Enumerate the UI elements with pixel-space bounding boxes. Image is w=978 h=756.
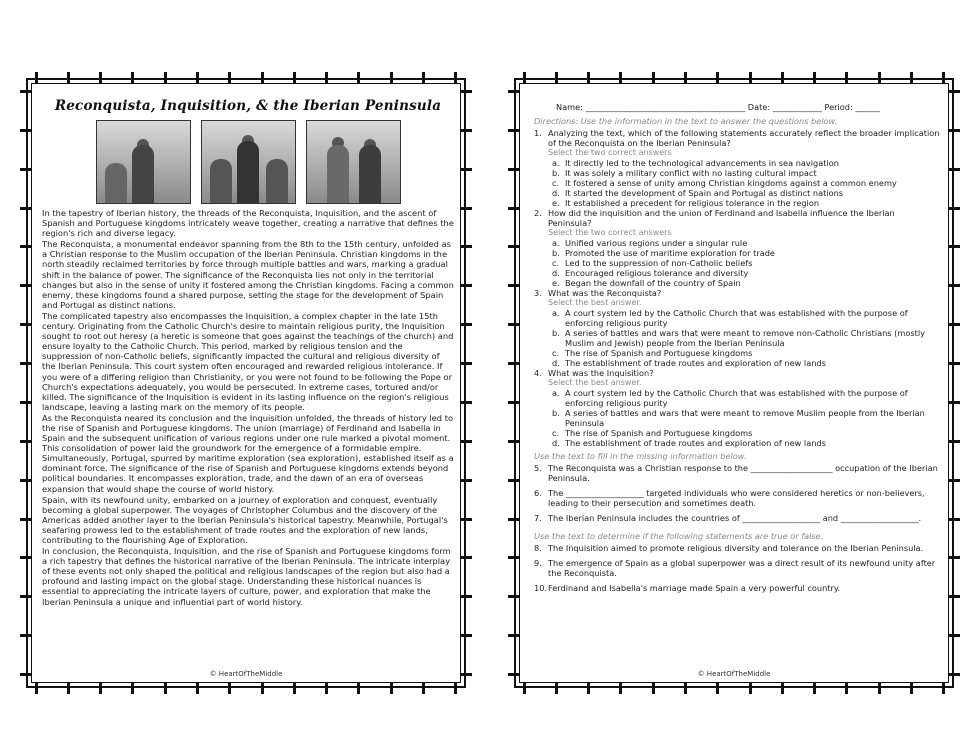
question-1-option-e[interactable]: e. It established a precedent for religious tolerance in the region	[552, 198, 820, 208]
paragraph-kingdoms: As the Reconquista neared its conclusion and the Inquisition unfolded, the threads of history led to the rise of Spanish and Portuguese kingdoms. The union (marriage) of Ferdinand and Isabella in Spain and the subsequent unification of various regions under one rule marked a pivotal moment. This consolidation of power laid the groundwork for the emergence of a formidable empire. Simultaneously, Portugal, spurred by maritime exploration (sea exploration), established itself as a dominant force. The significance of the rise of Spanish and Portuguese kingdoms extends beyond political boundaries. It encompasses exploration, trade, and the dawn of an era of overseas expansion that would shape the course of world history.	[42, 412, 454, 494]
inquisition-figures-image	[201, 120, 296, 204]
directions-answer: Directions: Use the information in the text to answer the questions below.	[534, 116, 838, 126]
crusader-knight-image	[96, 120, 191, 204]
border-ticks-left	[20, 72, 32, 694]
directions-fill-in: Use the text to fill in the missing information below.	[534, 451, 747, 461]
question-3-option-d[interactable]: d. The establishment of trade routes and exploration of new lands	[552, 358, 826, 368]
question-1-option-c[interactable]: c. It fostered a sense of unity among Christian kingdoms against a common enemy	[552, 178, 897, 188]
question-10[interactable]: 10. Ferdinand and Isabella's marriage made Spain a very powerful country.	[534, 583, 841, 593]
border-ticks-bottom	[20, 682, 472, 694]
question-6[interactable]: 6. The ___________________ targeted individuals who were considered heretics or non-believers, leading to their persecution and sometimes death.	[534, 488, 925, 508]
question-3: 3. What was the Reconquista?	[534, 288, 662, 298]
question-4-option-c[interactable]: c. The rise of Spanish and Portuguese kingdoms	[552, 428, 753, 438]
reading-page	[20, 72, 472, 694]
border-ticks-right	[948, 72, 960, 694]
question-7[interactable]: 7. The Iberian Peninsula includes the countries of ___________________ and ___________________.	[534, 513, 922, 523]
illustrations	[42, 120, 454, 204]
question-4-hint: Select the best answer.	[548, 378, 642, 387]
paragraph-exploration: Spain, with its newfound unity, embarked on a journey of exploration and conquest, eventually becoming a global superpower. The voyages of Christopher Columbus and the discovery of the Americas added another layer to the Iberian Peninsula's historical tapestry. Meanwhile, Portugal's seafaring prowess led to the establishment of trade routes and the exploration of new lands, contributing to the flourishing Age of Exploration.	[42, 494, 448, 545]
question-2: 2. How did the inquisition and the union of Ferdinand and Isabella influence the Iberian Peninsula?	[534, 208, 895, 228]
question-1-option-d[interactable]: d. It started the development of Spain and Portugal as distinct nations	[552, 188, 844, 198]
border-ticks-top	[508, 72, 960, 84]
copyright-footer: © HeartOfTheMiddle	[697, 670, 771, 678]
royal-couple-image	[306, 120, 401, 204]
question-1: 1. Analyzing the text, which of the following statements accurately reflect the broader implication of the Reconquista on the Iberian Peninsula?	[534, 128, 940, 148]
border-ticks-left	[508, 72, 520, 694]
paragraph-reconquista: The Reconquista, a monumental endeavor spanning from the 8th to the 15th century, unfolded as a Christian response to the Muslim occupation of the Iberian Peninsula. Christian kingdoms in the north steadily reclaimed territories by force through multiple battles and wars, marking a gradual shift in the balance of power. The significance of the Reconquista lies not only in the territorial changes but also in the sense of unity it fostered among the Christian kingdoms. Facing a common enemy, these kingdoms found a shared purpose, setting the stage for the development of Spain and Portugal as distinct nations.	[42, 239, 454, 310]
question-3-hint: Select the best answer.	[548, 298, 642, 307]
question-4: 4. What was the Inquisition?	[534, 368, 654, 378]
question-8[interactable]: 8. The Inquisition aimed to promote religious diversity and tolerance on the Iberian Peninsula.	[534, 543, 924, 553]
question-1-hint: Select the two correct answers	[548, 148, 672, 157]
paragraph-conclusion: In conclusion, the Reconquista, Inquisition, and the rise of Spanish and Portuguese kingdoms form a rich tapestry that defines the historical narrative of the Iberian Peninsula. The intricate interplay of these events not only shaped the political and religious landscapes of the region but also had a profound and lasting impact on the global stage. Understanding these historical nuances is essential to appreciating the intricate layers of culture, power, and exploration that make the Iberian Peninsula a unique and influential part of world history.	[42, 546, 451, 607]
question-2-option-b[interactable]: b. Promoted the use of maritime exploration for trade	[552, 248, 775, 258]
question-2-option-d[interactable]: d. Encouraged religious tolerance and diversity	[552, 268, 749, 278]
border-ticks-top	[20, 72, 472, 84]
border-ticks-bottom	[508, 682, 960, 694]
question-2-option-c[interactable]: c. Led to the suppression of non-Catholic beliefs	[552, 258, 753, 268]
question-4-option-b[interactable]: b. A series of battles and wars that were meant to remove Muslim people from the Iberian Peninsula	[552, 408, 925, 428]
question-3-option-b[interactable]: b. A series of battles and wars that were meant to remove non-Catholic Christians (mostly Muslim and Jewish) people from the Iberian Peninsula	[552, 328, 925, 348]
question-4-option-d[interactable]: d. The establishment of trade routes and exploration of new lands	[552, 438, 826, 448]
paragraph-inquisition: The complicated tapestry also encompasses the Inquisition, a complex chapter in the late 15th century. Originating from the Catholic Church's desire to maintain religious purity, the Inquisition sought to root out heresy (a heretic is someone that goes against the teachings of the church) and ensure loyalty to the Catholic Church. This period, marked by religious tension and the suppression of non-Catholic beliefs, significantly impacted the cultural and religious diversity of the Iberian Peninsula. This court system often encouraged and rewarded religious intolerance. If you were of a differing religion than Christianity, or you were not found to be following the Pope or Church's expectations adequately, you would be persecuted. In extreme cases, tortured and/or killed. The significance of the Inquisition is evident in its lasting influence on the region's religious landscape, leaving a lasting mark on the memory of its people.	[42, 310, 454, 412]
name-date-period-line: Name: _______________________________________ Date: ____________ Period: ______	[556, 102, 880, 112]
question-3-option-a[interactable]: a. A court system led by the Catholic Church that was established with the purpose of enforcing religious purity	[552, 308, 908, 328]
copyright-footer: © HeartOfTheMiddle	[209, 670, 283, 678]
questions-page	[508, 72, 960, 694]
question-1-option-a[interactable]: a. It directly led to the technological advancements in sea navigation	[552, 158, 839, 168]
question-2-option-a[interactable]: a. Unified various regions under a singular rule	[552, 238, 748, 248]
question-1-option-b[interactable]: b. It was solely a military conflict with no lasting cultural impact	[552, 168, 817, 178]
paragraph-intro: In the tapestry of Iberian history, the threads of the Reconquista, Inquisition, and the ascent of Spanish and Portuguese kingdoms intricately weave together, creating a narrative that defines the region's rich and diverse legacy.	[42, 208, 454, 239]
question-2-option-e[interactable]: e. Began the downfall of the country of Spain	[552, 278, 741, 288]
border-ticks-right	[460, 72, 472, 694]
question-3-option-c[interactable]: c. The rise of Spanish and Portuguese kingdoms	[552, 348, 753, 358]
question-9[interactable]: 9. The emergence of Spain as a global superpower was a direct result of its newfound unity after the Reconquista.	[534, 558, 936, 578]
directions-true-false: Use the text to determine if the following statements are true or false.	[534, 531, 824, 541]
question-4-option-a[interactable]: a. A court system led by the Catholic Church that was established with the purpose of enforcing religious purity	[552, 388, 908, 408]
page-title: Reconquista, Inquisition, & the Iberian Peninsula	[54, 98, 442, 114]
question-5[interactable]: 5. The Reconquista was a Christian response to the ____________________ occupation of the Iberian Peninsula.	[534, 463, 938, 483]
question-2-hint: Select the two correct answers	[548, 228, 672, 237]
